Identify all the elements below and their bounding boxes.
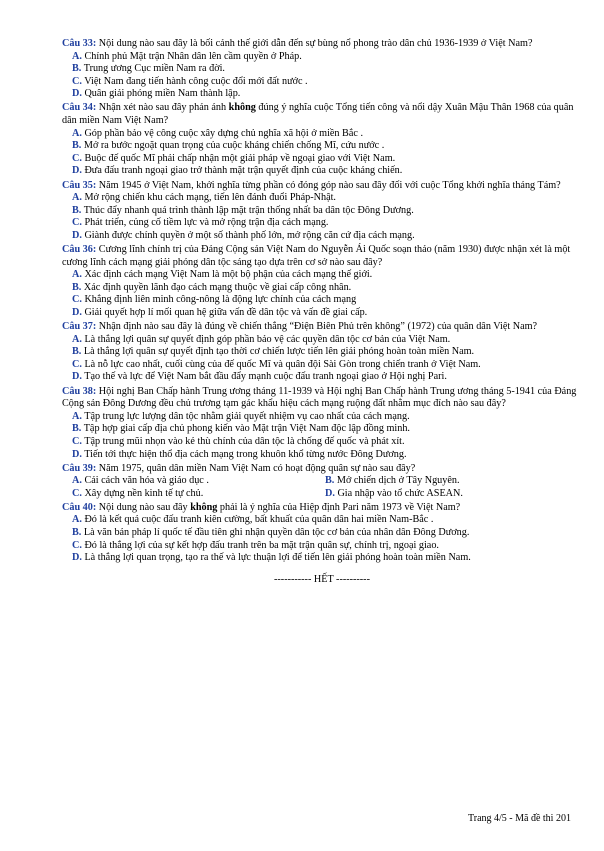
option-label: B. — [325, 475, 335, 487]
option-row — [72, 488, 582, 501]
option-d — [72, 371, 582, 384]
question-label: Câu 37: — [62, 321, 97, 333]
option-text: Chính phủ Mặt trận Nhân dân lên cầm quyền ở Pháp. — [81, 50, 302, 62]
question-text: Năm 1945 ở Việt Nam, khởi nghĩa từng phần có đóng góp nào sau đây đối với cuộc Tổng khởi nghĩa tháng Tám? — [96, 179, 561, 191]
option-label: A. — [72, 50, 82, 62]
question-label: Câu 35: — [62, 179, 97, 191]
option-label: C. — [72, 152, 82, 164]
option-a — [72, 411, 582, 424]
question-text: Nhận định nào sau đây là đúng về chiến thắng “Điện Biên Phủ trên không” (1972) của quân dân Việt Nam? — [96, 321, 538, 333]
option-label: C. — [72, 217, 82, 229]
question-label: Câu 36: — [62, 244, 97, 255]
option-text: Thúc đẩy nhanh quá trình thành lập mặt trận thống nhất ba dân tộc Đông Dương. — [81, 204, 414, 216]
option-text: Góp phần bảo vệ công cuộc xây dựng chủ nghĩa xã hội ở miền Bắc . — [81, 127, 363, 139]
option-b — [325, 475, 578, 488]
option-text: Tiến tới thực hiện thổ địa cách mạng trong khuôn khổ từng nước Đông Dương. — [81, 448, 407, 460]
option-d — [72, 552, 582, 565]
option-label: B. — [72, 281, 82, 293]
option-d — [72, 88, 582, 101]
option-label: A. — [72, 514, 82, 526]
option-text: Là thắng lợi quan trọng, tạo ra thế và lực thuận lợi để tiến lên giải phóng hoàn toàn miền Nam. — [81, 552, 471, 564]
page-footer: Trang 4/5 - Mã đề thi 201 — [468, 813, 571, 824]
question-text-cont: đúng ý nghĩa cuộc Tổng tiến công và nổi dậy Xuân Mậu Thân 1968 của quân dân miền Nam Việt Nam? — [62, 102, 574, 127]
question-stem — [62, 321, 582, 334]
option-b — [72, 140, 582, 153]
option-text: Khẳng định liên minh công-nông là động lực chính của cách mạng — [81, 294, 357, 306]
emphasis-word: không — [228, 102, 256, 114]
option-text: Xác định cách mạng Việt Nam là một bộ phận của cách mạng thế giới. — [81, 269, 373, 281]
option-c — [72, 436, 582, 449]
option-label: B. — [72, 423, 82, 435]
option-text: Mở chiến dịch ở Tây Nguyên. — [334, 475, 460, 487]
option-b — [72, 205, 582, 218]
option-a — [72, 128, 582, 141]
question-text: Hội nghị Ban Chấp hành Trung ương tháng 11-1939 và Hội nghị Ban Chấp hành Trung ương tháng 5-1941 của Đảng Cộng sản Đông Dương đều chủ trương tạm gác khẩu hiệu cách mạng ruộng đất nhằm mục đích nào sau đây? — [62, 385, 577, 410]
question-39 — [62, 463, 582, 501]
option-label: D. — [72, 165, 82, 177]
option-d — [72, 230, 582, 243]
option-c — [72, 359, 582, 372]
option-text: Là nỗ lực cao nhất, cuối cùng của đế quốc Mĩ và quân đội Sài Gòn trong chiến tranh ở Việt Nam. — [81, 358, 481, 370]
option-text: Xây dựng nền kinh tế tự chủ. — [81, 487, 204, 499]
option-label: A. — [72, 127, 82, 139]
option-label: A. — [72, 333, 82, 345]
question-text: Cương lĩnh chính trị của Đảng Cộng sản Việt Nam do Nguyễn Ái Quốc soạn thảo (năm 1930) được nhận xét là một cương lĩnh cách mạng giải phóng dân tộc sáng tạo dựa trên cơ sở nào sau đây? — [62, 244, 571, 268]
option-row — [72, 475, 582, 488]
question-36 — [62, 244, 582, 320]
option-c — [72, 153, 582, 166]
question-34 — [62, 102, 582, 178]
option-label: B. — [72, 140, 82, 152]
option-text: Đó là thắng lợi của sự kết hợp đấu tranh trên ba mặt trận quân sự, chính trị, ngoại giao. — [81, 539, 439, 551]
option-label: A. — [72, 192, 82, 204]
option-text: Gia nhập vào tổ chức ASEAN. — [334, 487, 463, 499]
option-text: Đó là kết quả cuộc đấu tranh kiên cường, bất khuất của quân dân hai miền Nam-Bắc . — [81, 514, 434, 526]
option-text: Giành được chính quyền ở một số thành phố lớn, mở rộng căn cứ địa cách mạng. — [81, 229, 415, 241]
option-text: Tập hợp giai cấp địa chủ phong kiến vào Mặt trận Việt Nam độc lập đồng minh. — [81, 423, 410, 435]
option-c — [72, 217, 582, 230]
question-text-cont: phải là ý nghĩa của Hiệp định Pari năm 1973 về Việt Nam? — [217, 501, 461, 513]
option-d — [72, 165, 582, 178]
option-label: A. — [72, 269, 82, 281]
question-label: Câu 33: — [62, 38, 97, 49]
question-stem — [62, 102, 582, 127]
question-text: Năm 1975, quân dân miền Nam Việt Nam có hoạt động quân sự nào sau đây? — [96, 462, 416, 474]
option-label: B. — [72, 527, 82, 539]
option-d — [72, 307, 582, 320]
option-label: D. — [72, 229, 82, 241]
question-stem — [62, 244, 582, 269]
option-text: Việt Nam đang tiến hành công cuộc đổi mới đất nước . — [81, 75, 308, 87]
question-stem — [62, 386, 582, 411]
question-text: Nội dung nào sau đây là bối cảnh thế giới dẫn đến sự bùng nổ phong trào dân chủ 1936-1939 ở Việt Nam? — [96, 38, 533, 49]
option-label: C. — [72, 435, 82, 447]
option-c — [72, 294, 582, 307]
option-a — [72, 192, 582, 205]
option-text: Tập trung lực lượng dân tộc nhằm giải quyết nhiệm vụ cao nhất của cách mạng. — [81, 410, 410, 422]
emphasis-word: không — [190, 501, 218, 513]
option-text: Cải cách văn hóa và giáo dục . — [81, 475, 209, 487]
question-38 — [62, 386, 582, 462]
option-c — [72, 76, 582, 89]
option-label: C. — [72, 487, 82, 499]
option-text: Mở rộng chiến khu cách mạng, tiến lên đánh đuổi Pháp-Nhật. — [81, 192, 336, 204]
question-stem — [62, 180, 582, 193]
option-label: B. — [72, 204, 82, 216]
option-b — [72, 282, 582, 295]
option-label: D. — [72, 306, 82, 318]
option-text: Buộc đế quốc Mĩ phải chấp nhận một giải pháp về ngoại giao với Việt Nam. — [81, 152, 396, 164]
question-label: Câu 38: — [62, 385, 97, 397]
option-label: D. — [72, 448, 82, 460]
option-text: Tạo thế và lực để Việt Nam bắt đầu đẩy mạnh cuộc đấu tranh ngoại giao ở Hội nghị Pari. — [81, 371, 447, 383]
option-label: B. — [72, 63, 82, 75]
option-a — [72, 51, 582, 64]
option-c — [72, 488, 325, 501]
option-label: C. — [72, 358, 82, 370]
option-label: D. — [72, 371, 82, 383]
question-label: Câu 40: — [62, 501, 97, 513]
option-label: D. — [72, 88, 82, 100]
option-text: Quân giải phóng miền Nam thành lập. — [81, 88, 241, 100]
option-d — [72, 449, 582, 462]
question-40 — [62, 502, 582, 565]
option-label: A. — [72, 410, 82, 422]
option-b — [72, 423, 582, 436]
option-c — [72, 540, 582, 553]
option-label: D. — [325, 487, 335, 499]
question-label: Câu 39: — [62, 462, 97, 474]
option-text: Tập trung mũi nhọn vào kẻ thù chính của dân tộc là chống đế quốc và phát xít. — [81, 435, 405, 447]
option-text: Trung ương Cục miền Nam ra đời. — [81, 63, 225, 75]
question-stem — [62, 463, 582, 476]
option-label: A. — [72, 475, 82, 487]
option-text: Xác định quyền lãnh đạo cách mạng thuộc về giai cấp công nhân. — [81, 281, 352, 293]
option-a — [72, 269, 582, 282]
question-stem — [62, 38, 582, 51]
question-label: Câu 34: — [62, 102, 97, 114]
option-a — [72, 334, 582, 347]
question-33 — [62, 38, 582, 101]
option-label: C. — [72, 294, 82, 306]
option-text: Mở ra bước ngoặt quan trọng của cuộc kháng chiến chống Mĩ, cứu nước . — [81, 140, 385, 152]
question-text: Nhận xét nào sau đây phản ánh — [96, 102, 229, 114]
option-b — [72, 527, 582, 540]
option-b — [72, 63, 582, 76]
option-d — [325, 488, 578, 501]
option-label: D. — [72, 552, 82, 564]
option-text: Là thắng lợi quân sự quyết định góp phần bảo vệ các quyền dân tộc cơ bản của Việt Nam. — [81, 333, 451, 345]
option-text: Giải quyết hợp lí mối quan hệ giữa vấn đề dân tộc và vấn đề giai cấp. — [81, 306, 368, 318]
question-35 — [62, 180, 582, 243]
option-label: C. — [72, 539, 82, 551]
question-37 — [62, 321, 582, 384]
option-text: Là văn bản pháp lí quốc tế đầu tiên ghi nhận quyền dân tộc cơ bản của nhân dân Đông Dương. — [81, 527, 470, 539]
option-a — [72, 514, 582, 527]
question-list — [62, 38, 582, 586]
question-text: Nội dung nào sau đây — [96, 501, 191, 513]
option-text: Phát triển, củng cố tiềm lực và mở rộng trận địa cách mạng. — [81, 217, 329, 229]
option-text: Đưa đấu tranh ngoại giao trở thành mặt trận quyết định của cuộc kháng chiến. — [81, 165, 403, 177]
option-b — [72, 346, 582, 359]
end-marker: ----------- HẾT ---------- — [274, 573, 370, 585]
option-label: B. — [72, 346, 82, 358]
option-text: Là thắng lợi quân sự quyết định tạo thời cơ chiến lược tiến lên giải phóng hoàn toàn miền Nam. — [81, 346, 475, 358]
option-label: C. — [72, 75, 82, 87]
question-stem — [62, 502, 582, 515]
option-a — [72, 475, 325, 488]
